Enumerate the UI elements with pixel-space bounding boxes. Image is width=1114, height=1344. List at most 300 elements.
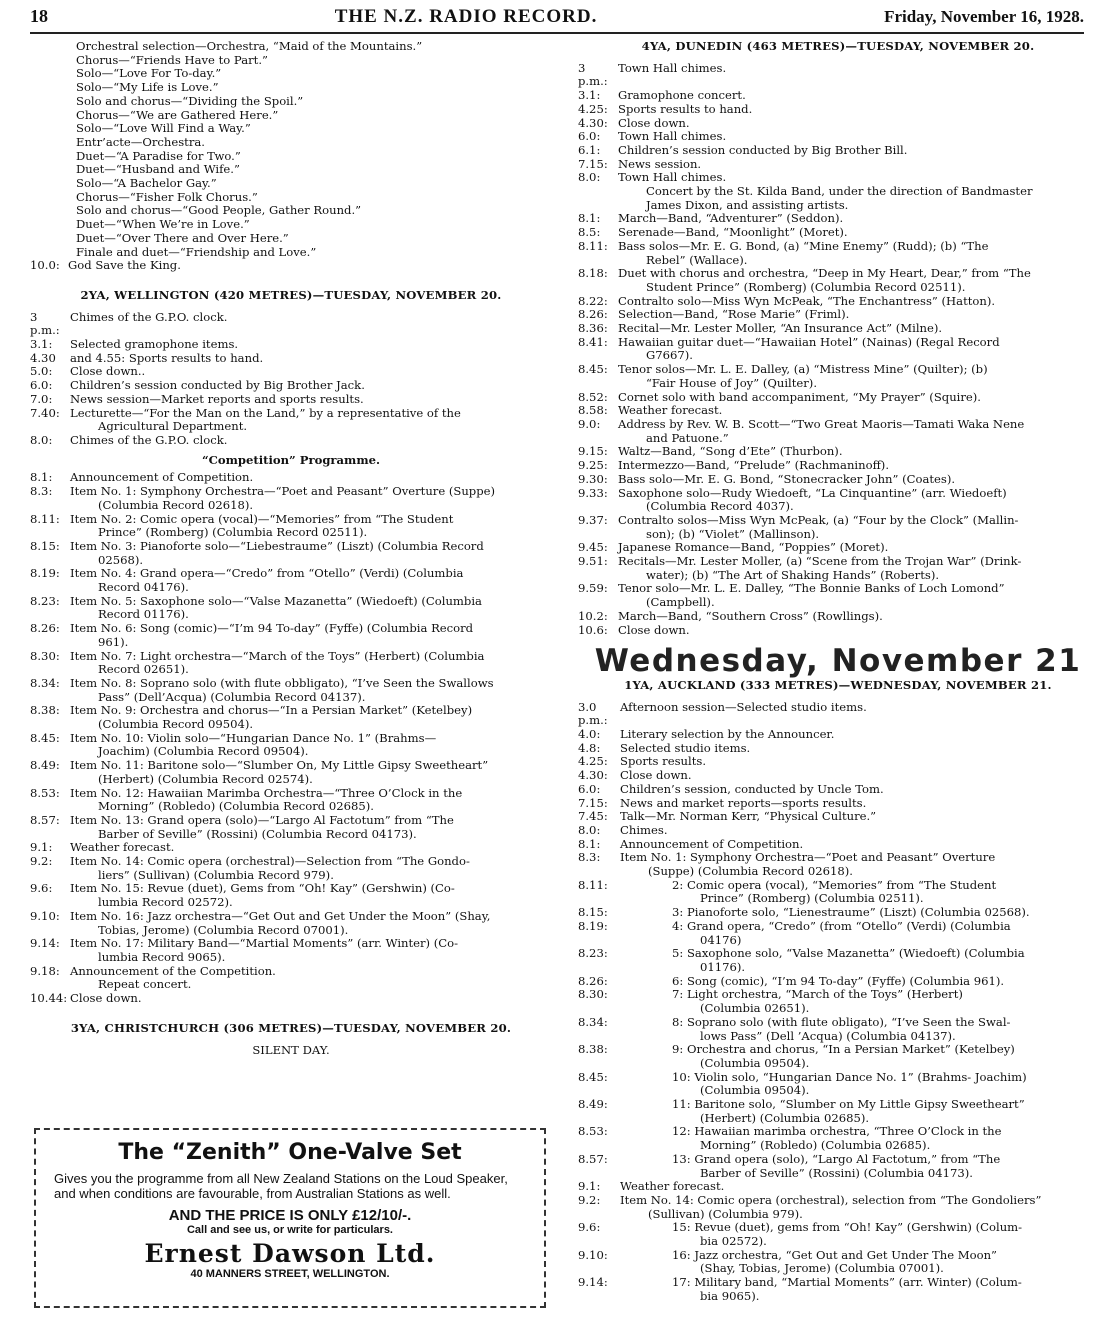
schedule-desc: (Columbia Record 09504). — [98, 717, 254, 732]
schedule-time: 8.0: — [578, 170, 601, 185]
schedule-time: 8.1: — [578, 836, 601, 851]
schedule-time: 9.37: — [578, 512, 608, 527]
programme-line: Chorus—“Fisher Folk Chorus.” — [76, 189, 258, 204]
schedule-time: 7.45: — [578, 809, 608, 824]
schedule-desc: Literary selection by the Announcer. — [620, 727, 835, 742]
schedule-time: 3.1: — [578, 88, 601, 103]
programme-line: Solo and chorus—“Dividing the Spoil.” — [76, 93, 304, 108]
schedule-time: 8.45: — [578, 362, 608, 377]
schedule-time — [30, 526, 70, 540]
schedule-desc: 16: Jazz orchestra, “Get Out and Get Under The Moon” — [672, 1247, 997, 1262]
schedule-time: 10.44: — [30, 991, 68, 1006]
schedule-time — [578, 1139, 672, 1153]
schedule-time — [30, 924, 70, 938]
schedule-time — [578, 1208, 620, 1222]
schedule-desc: bia 02572). — [700, 1234, 767, 1249]
schedule-desc: Selected gramophone items. — [70, 337, 239, 352]
schedule-time — [578, 892, 672, 906]
schedule-desc: Recitals—Mr. Lester Moller, (a) “Scene from the Trojan War” (Drink- — [618, 554, 1022, 569]
schedule-time: 4.25: — [578, 754, 608, 769]
schedule-time — [578, 199, 618, 213]
ad-title: The “Zenith” One-Valve Set — [118, 1140, 462, 1165]
schedule-time: 4.8: — [578, 740, 601, 755]
schedule-desc: Item No. 8: Soprano solo (with flute obbligato), “I’ve Seen the Swallows — [70, 675, 494, 690]
schedule-desc: Selection—Band, “Rose Marie” (Friml). — [618, 307, 850, 322]
schedule-time — [30, 896, 70, 910]
schedule-desc: (Herbert) (Columbia Record 02574). — [98, 771, 313, 786]
schedule-time: 7.15: — [578, 156, 608, 171]
schedule-desc: Tenor solo—Mr. L. E. Dalley, “The Bonnie Banks of Loch Lomond” — [618, 581, 1005, 596]
schedule-time: 8.0: — [578, 822, 601, 837]
schedule-desc: Pass” (Dell’Acqua) (Columbia Record 04137). — [98, 689, 366, 704]
schedule-desc: Item No. 7: Light orchestra—“March of the Toys” (Herbert) (Columbia — [70, 648, 485, 663]
schedule-time — [578, 500, 618, 514]
schedule-desc: 11: Baritone solo, “Slumber on My Little Gipsy Sweetheart” — [672, 1097, 1025, 1112]
schedule-desc: Item No. 9: Orchestra and chorus—“In a Persian Market” (Ketelbey) — [70, 703, 473, 718]
schedule-desc: and Patuone.” — [646, 430, 729, 445]
schedule-time — [30, 608, 70, 622]
schedule-time — [578, 1262, 672, 1276]
schedule-time: 9.2: — [578, 1192, 601, 1207]
schedule-time: 8.1: — [30, 470, 53, 485]
schedule-desc: 5: Saxophone solo, “Valse Mazanetta” (Wiedoeft) (Columbia — [672, 946, 1025, 961]
schedule-time — [30, 773, 70, 787]
schedule-desc: Tenor solos—Mr. L. E. Dalley, (a) “Mistress Mine” (Quilter); (b) — [618, 362, 988, 377]
schedule-time: 8.30: — [578, 987, 608, 1002]
schedule-time: 4.25: — [578, 101, 608, 116]
auckland-items — [578, 879, 1098, 1180]
schedule-desc: (Columbia Record 02618). — [98, 497, 254, 512]
programme-line: Entr’acte—Orchestra. — [76, 134, 205, 149]
ad-body: Gives you the programme from all New Zealand Stations on the Loud Speaker, and when conditions are favourable, from Australian Stations as well. — [54, 1171, 508, 1201]
schedule-time — [578, 349, 618, 363]
schedule-desc: Bass solos—Mr. E. G. Bond, (a) “Mine Enemy” (Rudd); (b) “The — [618, 238, 989, 253]
schedule-desc: Item No. 14: Comic opera (orchestral)—Selection from “The Gondo- — [70, 854, 470, 869]
schedule-desc: 4: Grand opera, “Credo” (from “Otello” (Verdi) (Columbia — [672, 918, 1011, 933]
schedule-desc: Town Hall chimes. — [618, 60, 727, 75]
schedule-desc: 04176) — [700, 932, 742, 947]
schedule-desc: lumbia Record 9065). — [98, 950, 226, 964]
schedule-desc: Afternoon session—Selected studio items. — [620, 699, 867, 714]
schedule-time: 8.22: — [578, 293, 608, 308]
schedule-desc: Prince” (Romberg) (Columbia Record 02511). — [98, 525, 368, 540]
schedule-time: 3.0 p.m.: — [578, 699, 608, 728]
schedule-desc: 17: Military band, “Martial Moments” (arr. Winter) (Colum- — [672, 1275, 1022, 1290]
schedule-time: 7.15: — [578, 795, 608, 810]
schedule-desc: water); (b) “The Art of Shaking Hands” (Roberts). — [646, 567, 940, 582]
schedule-time: 9.6: — [30, 881, 53, 896]
schedule-time: 8.57: — [30, 812, 60, 827]
schedule-time: 4.30: — [578, 768, 608, 783]
schedule-desc: Bass solo—Mr. E. G. Bond, “Stonecracker John” (Coates). — [618, 471, 956, 486]
opera-programme-list — [30, 40, 552, 259]
schedule-time: 8.19: — [578, 918, 608, 933]
programme-line: Duet—“Over There and Over Here.” — [76, 230, 289, 245]
schedule-desc: Close down. — [618, 115, 690, 130]
schedule-desc: Close down. — [70, 991, 142, 1006]
wednesday-title: Wednesday, November 21 — [594, 643, 1082, 680]
schedule-desc: Item No. 14: Comic opera (orchestral), selection from “The Gondoliers” — [620, 1192, 1042, 1207]
schedule-desc: (Columbia 02651). — [700, 1001, 810, 1016]
schedule-time: 3.1: — [30, 337, 53, 352]
ad-address: 40 MANNERS STREET, WELLINGTON. — [190, 1268, 390, 1280]
wellington-heading: 2YA, WELLINGTON (420 METRES)—TUESDAY, NOVEMBER 20. — [80, 287, 502, 302]
schedule-time: 8.11: — [578, 877, 608, 892]
schedule-time: 8.19: — [30, 566, 60, 581]
schedule-desc: 961). — [98, 634, 129, 649]
schedule-time — [30, 420, 70, 434]
schedule-time: 9.1: — [30, 840, 53, 855]
schedule-time: 8.23: — [578, 946, 608, 961]
issue-date: Friday, November 16, 1928. — [884, 7, 1084, 26]
schedule-desc: Morning” (Robledo) (Columbia Record 02685). — [98, 799, 374, 814]
schedule-time: 8.1: — [578, 211, 601, 226]
schedule-desc: (Columbia 09504). — [700, 1083, 810, 1098]
schedule-desc: News session. — [618, 156, 702, 171]
schedule-desc: Item No. 17: Military Band—“Martial Moments” (arr. Winter) (Co- — [70, 936, 459, 951]
schedule-desc: Town Hall chimes. — [618, 129, 727, 144]
schedule-desc: Weather forecast. — [620, 1179, 725, 1194]
schedule-desc: Agricultural Department. — [98, 419, 248, 434]
schedule-desc: (Herbert) (Columbia 02685). — [700, 1110, 870, 1125]
schedule-desc: Lecturette—“For the Man on the Land,” by a representative of the — [70, 405, 461, 420]
silent-day-note: SILENT DAY. — [252, 1042, 330, 1057]
schedule-desc: bia 9065). — [700, 1288, 760, 1303]
schedule-desc: Children’s session, conducted by Uncle Tom. — [620, 781, 884, 796]
schedule-desc: (Shay, Tobias, Jerome) (Columbia 07001). — [700, 1261, 944, 1276]
schedule-desc: 15: Revue (duet), gems from “Oh! Kay” (Gershwin) (Colum- — [672, 1220, 1023, 1235]
schedule-time: 8.38: — [578, 1042, 608, 1057]
schedule-time — [30, 554, 70, 568]
schedule-desc: Talk—Mr. Norman Kerr, “Physical Culture.” — [620, 809, 877, 824]
schedule-time: 10.2: — [578, 608, 608, 623]
schedule-desc: Item No. 1: Symphony Orchestra—“Poet and Peasant” Overture (Suppe) — [70, 484, 496, 499]
schedule-desc: Tobias, Jerome) (Columbia Record 07001). — [98, 922, 349, 937]
schedule-time — [578, 528, 618, 542]
schedule-desc: lows Pass” (Dell ’Acqua) (Columbia 04137). — [700, 1028, 956, 1043]
schedule-desc: Item No. 10: Violin solo—“Hungarian Dance No. 1” (Brahms— — [70, 730, 437, 745]
schedule-desc: Announcement of Competition. — [620, 836, 804, 851]
programme-line: Orchestral selection—Orchestra, “Maid of the Mountains.” — [76, 39, 423, 53]
schedule-desc: and 4.55: Sports results to hand. — [70, 350, 264, 365]
schedule-desc: Japanese Romance—Band, “Poppies” (Moret). — [618, 540, 889, 555]
schedule-desc: 7: Light orchestra, “March of the Toys” (Herbert) — [672, 987, 963, 1002]
schedule-time: 9.14: — [30, 936, 60, 951]
schedule-desc: Item No. 1: Symphony Orchestra—“Poet and Peasant” Overture — [620, 850, 996, 865]
schedule-time: 9.18: — [30, 963, 60, 978]
schedule-time: 8.57: — [578, 1151, 608, 1166]
schedule-desc: 2: Comic opera (vocal), “Memories” from “The Student — [672, 877, 997, 892]
schedule-desc: Children’s session conducted by Big Brother Jack. — [70, 378, 365, 393]
schedule-time — [30, 869, 70, 883]
schedule-time: 8.3: — [30, 484, 53, 499]
page-number: 18 — [30, 6, 48, 26]
schedule-time: 8.34: — [578, 1014, 608, 1029]
schedule-time — [30, 663, 70, 677]
schedule-time — [578, 569, 618, 583]
schedule-desc: Cornet solo with band accompaniment, “My Prayer” (Squire). — [618, 389, 981, 404]
schedule-desc: Item No. 12: Hawaiian Marimba Orchestra—“Three O’Clock in the — [70, 785, 463, 800]
schedule-desc: 9: Orchestra and chorus, “In a Persian Market” (Ketelbey) — [672, 1042, 1015, 1057]
schedule-desc: Barber of Seville” (Rossini) (Columbia Record 04173). — [98, 826, 417, 841]
schedule-desc: Announcement of the Competition. — [70, 963, 276, 978]
schedule-time: 10.0: — [30, 258, 60, 273]
schedule-time — [578, 254, 618, 268]
schedule-desc: Waltz—Band, “Song d’Ete” (Thurbon). — [618, 444, 843, 459]
schedule-time — [30, 718, 70, 732]
schedule-desc: Contralto solo—Miss Wyn McPeak, “The Enchantress” (Hatton). — [618, 293, 996, 308]
schedule-time: 6.0: — [578, 129, 601, 144]
programme-line: Chorus—“Friends Have to Part.” — [76, 52, 268, 67]
schedule-time: 8.58: — [578, 403, 608, 418]
schedule-desc: 01176). — [700, 960, 746, 974]
schedule-time — [578, 377, 618, 391]
schedule-desc: Hawaiian guitar duet—“Hawaiian Hotel” (Nainas) (Regal Record — [618, 334, 1000, 349]
schedule-time: 8.34: — [30, 675, 60, 690]
schedule-desc: G7667). — [646, 348, 693, 363]
schedule-time: 8.41: — [578, 334, 608, 349]
left-column — [30, 40, 552, 1057]
schedule-desc: James Dixon, and assisting artists. — [646, 197, 849, 212]
schedule-desc: Address by Rev. W. B. Scott—“Two Great Maoris—Tamati Waka Nene — [618, 416, 1025, 431]
programme-line: Solo—“Love Will Find a Way.” — [76, 121, 251, 136]
schedule-time — [30, 691, 70, 705]
schedule-desc: Item No. 16: Jazz orchestra—“Get Out and Get Under the Moon” (Shay, — [70, 908, 491, 923]
programme-line: Duet—“When We’re in Love.” — [76, 217, 250, 232]
schedule-time — [578, 432, 618, 446]
schedule-desc: Close down. — [620, 768, 692, 783]
schedule-desc: 13: Grand opera (solo), “Largo Al Factotum,” from “The — [672, 1151, 1001, 1166]
schedule-desc: News session—Market reports and sports results. — [70, 391, 364, 406]
christchurch-heading: 3YA, CHRISTCHURCH (306 METRES)—TUESDAY, NOVEMBER 20. — [70, 1020, 512, 1035]
schedule-desc: Town Hall chimes. — [618, 170, 727, 185]
schedule-time — [578, 1057, 672, 1071]
schedule-desc: Close down. — [618, 622, 690, 637]
schedule-time: 7.40: — [30, 405, 60, 420]
schedule-desc: Concert by the St. Kilda Band, under the direction of Bandmaster — [646, 184, 1033, 199]
schedule-time — [30, 800, 70, 814]
schedule-time: 9.33: — [578, 485, 608, 500]
schedule-time: 8.15: — [578, 905, 608, 920]
schedule-time: 8.26: — [578, 307, 608, 322]
schedule-desc: 10: Violin solo, “Hungarian Dance No. 1” (Brahms- Joachim) — [672, 1069, 1027, 1084]
wellington-schedule — [30, 311, 552, 448]
schedule-desc: Weather forecast. — [70, 840, 175, 855]
schedule-desc: Item No. 13: Grand opera (solo)—“Largo Al Factotum” from “The — [70, 812, 454, 827]
schedule-time: 6.0: — [30, 378, 53, 393]
ad-call: Call and see us, or write for particulars. — [186, 1224, 393, 1236]
schedule-time: 9.10: — [578, 1247, 608, 1262]
schedule-time: 9.25: — [578, 458, 608, 473]
schedule-desc: Weather forecast. — [618, 403, 723, 418]
schedule-time — [578, 1235, 672, 1249]
schedule-time — [578, 1290, 672, 1304]
schedule-desc: Student Prince” (Romberg) (Columbia Record 02511). — [646, 279, 966, 294]
schedule-desc: lumbia Record 02572). — [98, 895, 233, 910]
schedule-time: 9.51: — [578, 554, 608, 569]
programme-line: Solo—“My Life is Love.” — [76, 80, 219, 95]
schedule-desc: Record 04176). — [98, 580, 189, 595]
schedule-time — [30, 636, 70, 650]
schedule-time: 8.49: — [30, 758, 60, 773]
schedule-time — [30, 499, 70, 513]
schedule-desc: News and market reports—sports results. — [620, 795, 867, 810]
schedule-desc: Joachim) (Columbia Record 09504). — [98, 744, 309, 759]
schedule-time: 6.1: — [578, 142, 601, 157]
schedule-time: 9.15: — [578, 444, 608, 459]
programme-line: Duet—“Husband and Wife.” — [76, 162, 240, 177]
schedule-time — [578, 934, 672, 948]
schedule-desc: (Sullivan) (Columbia 979). — [648, 1206, 803, 1221]
schedule-time: 9.6: — [578, 1220, 601, 1235]
schedule-desc: Repeat concert. — [98, 977, 192, 992]
schedule-time — [30, 745, 70, 759]
schedule-time: 9.59: — [578, 581, 608, 596]
schedule-desc: (Columbia 09504). — [700, 1055, 810, 1070]
schedule-desc: Prince” (Romberg) (Columbia 02511). — [700, 891, 924, 906]
schedule-time: 7.0: — [30, 391, 53, 406]
wellington-programme — [30, 471, 552, 1005]
schedule-time — [30, 581, 70, 595]
schedule-time — [578, 596, 618, 610]
programme-line: Duet—“A Paradise for Two.” — [76, 148, 241, 163]
schedule-desc: Item No. 11: Baritone solo—“Slumber On, My Little Gipsy Sweetheart” — [70, 758, 489, 773]
schedule-desc: Contralto solos—Miss Wyn McPeak, (a) “Four by the Clock” (Mallin- — [618, 512, 1019, 527]
schedule-desc: son); (b) “Violet” (Mallinson). — [646, 526, 820, 541]
schedule-time: 4.30: — [578, 115, 608, 130]
schedule-time: 8.5: — [578, 225, 601, 240]
schedule-desc: (Columbia Record 4037). — [646, 499, 794, 514]
schedule-desc: Serenade—Band, “Moonlight” (Moret). — [618, 225, 848, 240]
schedule-desc: 02568). — [98, 552, 144, 567]
schedule-time: 8.38: — [30, 703, 60, 718]
schedule-desc: Sports results to hand. — [618, 101, 753, 116]
schedule-time: 9.45: — [578, 540, 608, 555]
ad-price: AND THE PRICE IS ONLY £12/10/-. — [168, 1207, 412, 1224]
zenith-advertisement — [34, 1128, 546, 1308]
programme-line: Solo—“A Bachelor Gay.” — [76, 176, 217, 191]
programme-line: Solo and chorus—“Good People, Gather Round.” — [76, 203, 362, 218]
schedule-time: 6.0: — [578, 781, 601, 796]
schedule-time: 4.0: — [578, 727, 601, 742]
schedule-desc: Item No. 4: Grand opera—“Credo” from “Otello” (Verdi) (Columbia — [70, 566, 464, 581]
schedule-desc: “Fair House of Joy” (Quilter). — [646, 375, 818, 390]
schedule-time: 9.2: — [30, 854, 53, 869]
schedule-desc: Close down.. — [70, 364, 146, 379]
schedule-desc: (Suppe) (Columbia Record 02618). — [648, 864, 853, 879]
schedule-time — [30, 951, 70, 965]
schedule-time — [578, 1002, 672, 1016]
schedule-desc: Barber of Seville” (Rossini) (Columbia 04173). — [700, 1165, 973, 1180]
schedule-time: 8.3: — [578, 850, 601, 865]
schedule-desc: March—Band, “Southern Cross” (Rowllings). — [618, 608, 883, 623]
schedule-time: 8.53: — [578, 1124, 608, 1139]
schedule-time: 8.52: — [578, 389, 608, 404]
schedule-time: 8.18: — [578, 266, 608, 281]
schedule-time: 9.0: — [578, 416, 601, 431]
schedule-time — [578, 1084, 672, 1098]
schedule-time: 8.23: — [30, 593, 60, 608]
schedule-time — [578, 1112, 672, 1126]
programme-line: Finale and duet—“Friendship and Love.” — [76, 244, 317, 259]
schedule-desc: Sports results. — [620, 754, 707, 769]
schedule-time: 8.15: — [30, 538, 60, 553]
schedule-desc: Duet with chorus and orchestra, “Deep in My Heart, Dear,” from “The — [618, 266, 1031, 281]
schedule-desc: liers” (Sullivan) (Columbia Record 979). — [98, 867, 334, 882]
auckland-tail — [578, 1180, 1098, 1221]
schedule-desc: God Save the King. — [68, 258, 181, 273]
schedule-desc: Record 02651). — [98, 662, 189, 677]
schedule-time: 9.30: — [578, 471, 608, 486]
schedule-desc: Item No. 3: Pianoforte solo—“Liebestraume” (Liszt) (Columbia Record — [70, 538, 484, 553]
schedule-desc: Intermezzo—Band, “Prelude” (Rachmaninoff). — [618, 458, 890, 473]
schedule-desc: Item No. 2: Comic opera (vocal)—“Memories” from “The Student — [70, 511, 454, 526]
schedule-desc: 6: Song (comic), “I’m 94 To-day” (Fyffe) (Columbia 961). — [672, 973, 1005, 988]
schedule-time — [578, 185, 618, 199]
auckland-heading: 1YA, AUCKLAND (333 METRES)—WEDNESDAY, NOVEMBER 21. — [624, 677, 1052, 692]
schedule-desc: Gramophone concert. — [618, 88, 746, 103]
schedule-time: 8.0: — [30, 432, 53, 447]
schedule-time: 5.0: — [30, 364, 53, 379]
schedule-time — [578, 1030, 672, 1044]
auckland-schedule — [578, 701, 1098, 879]
schedule-time: 8.45: — [30, 730, 60, 745]
schedule-time: 8.45: — [578, 1069, 608, 1084]
schedule-desc: Recital—Mr. Lester Moller, “An Insurance Act” (Milne). — [618, 321, 943, 336]
schedule-desc: Chimes of the G.P.O. clock. — [70, 309, 228, 324]
schedule-time — [578, 961, 672, 975]
programme-line: Solo—“Love For To-day.” — [76, 66, 222, 81]
schedule-time: 9.14: — [578, 1275, 608, 1290]
ad-firm-name: Ernest Dawson Ltd. — [144, 1239, 436, 1268]
schedule-desc: (Campbell). — [646, 595, 715, 610]
schedule-time: 8.30: — [30, 648, 60, 663]
schedule-time: 8.53: — [30, 785, 60, 800]
dunedin-schedule — [578, 62, 1098, 638]
schedule-desc: Item No. 5: Saxophone solo—“Valse Mazanetta” (Wiedoeft) (Columbia — [70, 593, 482, 608]
schedule-desc: March—Band, “Adventurer” (Seddon). — [618, 211, 844, 226]
schedule-time: 10.6: — [578, 622, 608, 637]
schedule-time: 4.30 — [30, 350, 56, 365]
schedule-time: 9.10: — [30, 908, 60, 923]
competition-programme-title: “Competition” Programme. — [202, 452, 380, 467]
schedule-time — [578, 865, 620, 879]
schedule-desc: Children’s session conducted by Big Brother Bill. — [618, 142, 908, 157]
schedule-time: 9.1: — [578, 1179, 601, 1194]
schedule-time — [578, 281, 618, 295]
schedule-time: 8.26: — [30, 621, 60, 636]
schedule-time: 8.36: — [578, 321, 608, 336]
schedule-time — [30, 978, 70, 992]
schedule-desc: Item No. 6: Song (comic)—“I’m 94 To-day” (Fyffe) (Columbia Record — [70, 621, 474, 636]
schedule-desc: Announcement of Competition. — [70, 470, 254, 485]
schedule-desc: Record 01176). — [98, 607, 189, 622]
auckland-items-2 — [578, 1221, 1098, 1303]
programme-line: Chorus—“We are Gathered Here.” — [76, 107, 279, 122]
dunedin-heading: 4YA, DUNEDIN (463 METRES)—TUESDAY, NOVEMBER 20. — [641, 39, 1035, 53]
schedule-time: 8.11: — [578, 238, 608, 253]
schedule-desc: Rebel” (Wallace). — [646, 252, 748, 267]
schedule-time: 8.11: — [30, 511, 60, 526]
schedule-desc: Chimes of the G.P.O. clock. — [70, 432, 228, 447]
header-rule — [30, 32, 1084, 34]
schedule-desc: 12: Hawaiian marimba orchestra, “Three O’Clock in the — [672, 1124, 1002, 1139]
schedule-time — [30, 828, 70, 842]
schedule-time: 3 p.m.: — [30, 309, 60, 338]
schedule-desc: Morning” (Robledo) (Columbia 02685). — [700, 1138, 931, 1153]
godsave-line — [30, 259, 552, 273]
schedule-desc: Saxophone solo—Rudy Wiedoeft, “La Cinquantine” (arr. Wiedoeft) — [618, 485, 1007, 500]
